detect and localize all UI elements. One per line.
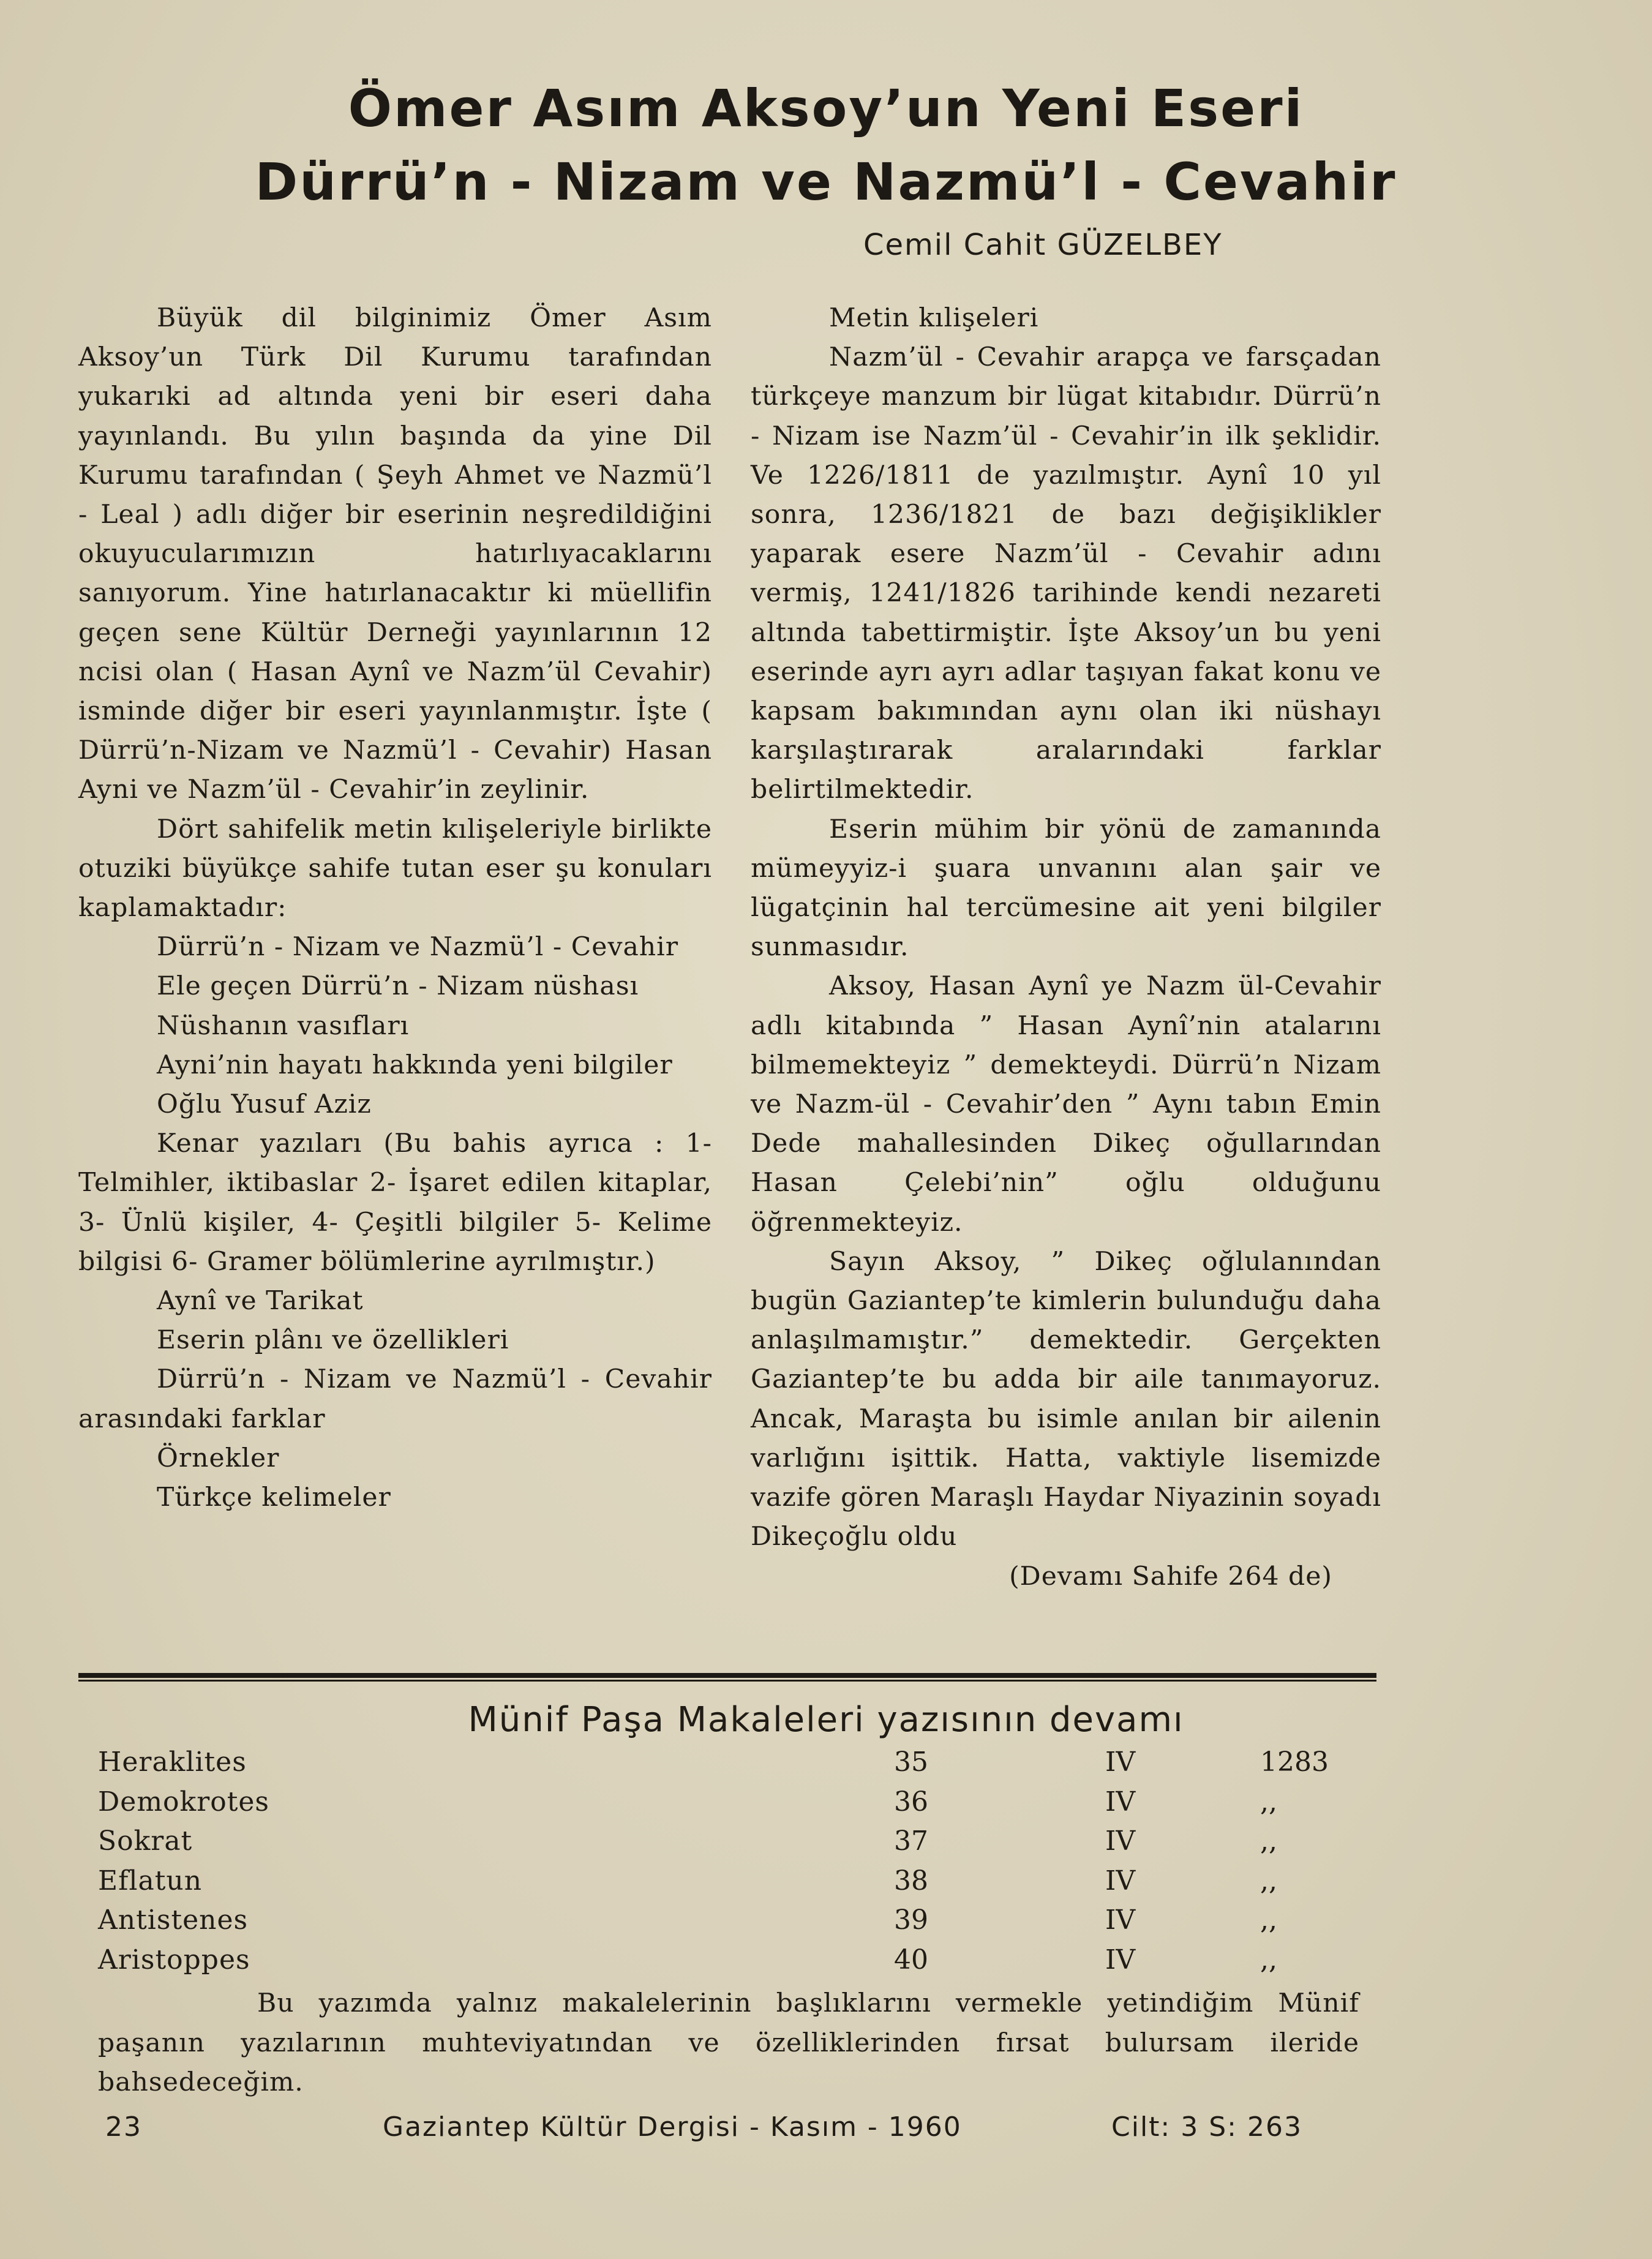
- cell-name: Demokrotes: [98, 1786, 270, 1817]
- topic-item: Oğlu Yusuf Aziz: [157, 1089, 372, 1120]
- cell-year: ,,: [1260, 1825, 1277, 1857]
- topic-item: Aynî ve Tarikat: [157, 1286, 364, 1317]
- section-title: Münif Paşa Makaleleri yazısının devamı: [468, 1700, 1184, 1740]
- closing-note-text: Bu yazımda yalnız makalelerinin başlıklarını vermekle yetindiğim Münif paşanın yazılarının muhteviyatından ve özelliklerinden fırsat bulursam ileride bahsedeceğim.: [98, 1988, 1359, 2097]
- left-column: [78, 299, 712, 1517]
- cell-volume: IV: [1105, 1904, 1136, 1936]
- cell-name: Eflatun: [98, 1865, 203, 1896]
- cell-volume: IV: [1105, 1865, 1136, 1896]
- topic-item: Kenar yazıları (Bu bahis ayrıca : 1- Telmihler, iktibaslar 2- İşaret edilen kitaplar, 3- Ünlü kişiler, 4- Çeşitli bilgiler 5- Kelime bilgisi 6- Gramer bölümlerine ayrılmıştır.): [78, 1129, 712, 1277]
- article-title-line-1: Ömer Asım Aksoy’un Yeni Eseri: [348, 78, 1304, 138]
- cell-volume: IV: [1105, 1746, 1136, 1778]
- table-row: [98, 1865, 1384, 1905]
- article-title-line-2: Dürrü’n - Nizam ve Nazmü’l - Cevahir: [255, 152, 1397, 212]
- cell-name: Aristoppes: [98, 1944, 250, 1975]
- cell-year: ,,: [1260, 1904, 1277, 1936]
- cell-number: 37: [894, 1825, 928, 1857]
- section-divider-thick: [78, 1673, 1376, 1678]
- topic-item: Dürrü’n - Nizam ve Nazmü’l - Cevahir: [157, 932, 679, 963]
- left-paragraph-1: Büyük dil bilginimiz Ömer Asım Aksoy’un Türk Dil Kurumu tarafından yukarıki ad altında yeni bir eseri daha yayınlandı. Bu yılın başında da yine Dil Kurumu tarafından ( Şeyh Ahmet ve Nazmü’l - Leal ) adlı diğer bir eserinin neşredildiğini okuyucularımızın hatırlıyacaklarını sanıyorum. Yine hatırlanacaktır ki müellifin geçen sene Kültür Derneği yayınlarının 12 ncisi olan ( Hasan Aynî ve Nazm’ül Cevahir) isminde diğer bir eseri yayınlanmıştır. İşte ( Dürrü’n-Nizam ve Nazmü’l - Cevahir) Hasan Ayni ve Nazm’ül - Cevahir’in zeylinir.: [78, 303, 712, 805]
- table-row: [98, 1904, 1384, 1944]
- closing-note: [98, 1984, 1359, 2103]
- right-subhead: Metin kılişeleri: [829, 303, 1039, 333]
- cell-number: 35: [894, 1746, 928, 1778]
- continued-note: (Devamı Sahife 264 de): [1009, 1561, 1332, 1592]
- cell-name: Antistenes: [98, 1904, 249, 1936]
- article-table: [98, 1746, 1384, 1983]
- cell-year: 1283: [1260, 1746, 1329, 1778]
- cell-volume: IV: [1105, 1786, 1136, 1817]
- right-paragraph-3: Aksoy, Hasan Aynî ye Nazm ül-Cevahir adlı kitabında ” Hasan Aynî’nin atalarını bilmemekteyiz ” demekteydi. Dürrü’n Nizam ve Nazm-ül - Cevahir’den ” Aynı tabın Emin Dede mahallesinden Dikeç oğullarından Hasan Çelebi’nin” oğlu olduğunu öğrenmekteyiz.: [751, 971, 1381, 1238]
- cell-year: ,,: [1260, 1944, 1277, 1975]
- table-row: [98, 1825, 1384, 1865]
- topic-item: Eserin plânı ve özellikleri: [157, 1325, 509, 1356]
- page-number: 23: [105, 2111, 142, 2143]
- cell-number: 38: [894, 1865, 928, 1896]
- left-paragraph-2: Dört sahifelik metin kılişeleriyle birlikte otuziki büyükçe sahife tutan eser şu konuları kaplamaktadır:: [78, 814, 712, 923]
- volume-issue: Cilt: 3 S: 263: [1111, 2111, 1302, 2143]
- topic-item: Türkçe kelimeler: [157, 1483, 391, 1513]
- topic-item: Nüshanın vasıfları: [157, 1010, 410, 1041]
- table-row: [98, 1786, 1384, 1826]
- topic-item: Örnekler: [157, 1443, 280, 1473]
- right-paragraph-4: Sayın Aksoy, ” Dikeç oğlulanından bugün Gaziantep’te kimlerin bulunduğu daha anlaşılmamıştır.” demektedir. Gerçekten Gaziantep’te bu adda bir aile tanımayoruz. Ancak, Maraşta bu isimle anılan bir ailenin varlığını işittik. Hatta, vaktiyle lisemizde vazife gören Maraşlı Haydar Niyazinin soyadı Dikeçoğlu oldu: [751, 1246, 1381, 1552]
- right-paragraph-1: Nazm’ül - Cevahir arapça ve farsçadan türkçeye manzum bir lügat kitabıdır. Dürrü’n - Nizam ise Nazm’ül - Cevahir’in ilk şeklidir. Ve 1226/1811 de yazılmıştır. Aynî 10 yıl sonra, 1236/1821 de bazı değişiklikler yaparak esere Nazm’ül - Cevahir adını vermiş, 1241/1826 tarihinde kendi nezareti altında tabettirmiştir. İşte Aksoy’un bu yeni eserinde ayrı ayrı adlar taşıyan fakat konu ve kapsam bakımından aynı olan iki nüshayı karşılaştırarak aralarındaki farklar belirtilmektedir.: [751, 342, 1381, 805]
- section-divider-thin: [78, 1680, 1376, 1682]
- author-name: Cemil Cahit GÜZELBEY: [863, 228, 1223, 262]
- cell-number: 36: [894, 1786, 928, 1817]
- right-column: [751, 299, 1381, 1596]
- topic-item: Ele geçen Dürrü’n - Nizam nüshası: [157, 971, 639, 1002]
- cell-volume: IV: [1105, 1944, 1136, 1975]
- cell-number: 40: [894, 1944, 928, 1975]
- cell-name: Sokrat: [98, 1825, 193, 1857]
- cell-volume: IV: [1105, 1825, 1136, 1857]
- right-paragraph-2: Eserin mühim bir yönü de zamanında mümeyyiz-i şuara unvanını alan şair ve lügatçinin hal tercümesine ait yeni bilgiler sunmasıdır.: [751, 814, 1381, 963]
- topic-item: Ayni’nin hayatı hakkında yeni bilgiler: [157, 1050, 673, 1080]
- cell-year: ,,: [1260, 1865, 1277, 1896]
- cell-name: Heraklites: [98, 1746, 247, 1778]
- magazine-name: Gaziantep Kültür Dergisi - Kasım - 1960: [383, 2111, 962, 2143]
- cell-year: ,,: [1260, 1786, 1277, 1817]
- table-row: [98, 1944, 1384, 1984]
- cell-number: 39: [894, 1904, 928, 1936]
- topic-item: Dürrü’n - Nizam ve Nazmü’l - Cevahir arasındaki farklar: [78, 1364, 712, 1434]
- table-row: [98, 1746, 1384, 1786]
